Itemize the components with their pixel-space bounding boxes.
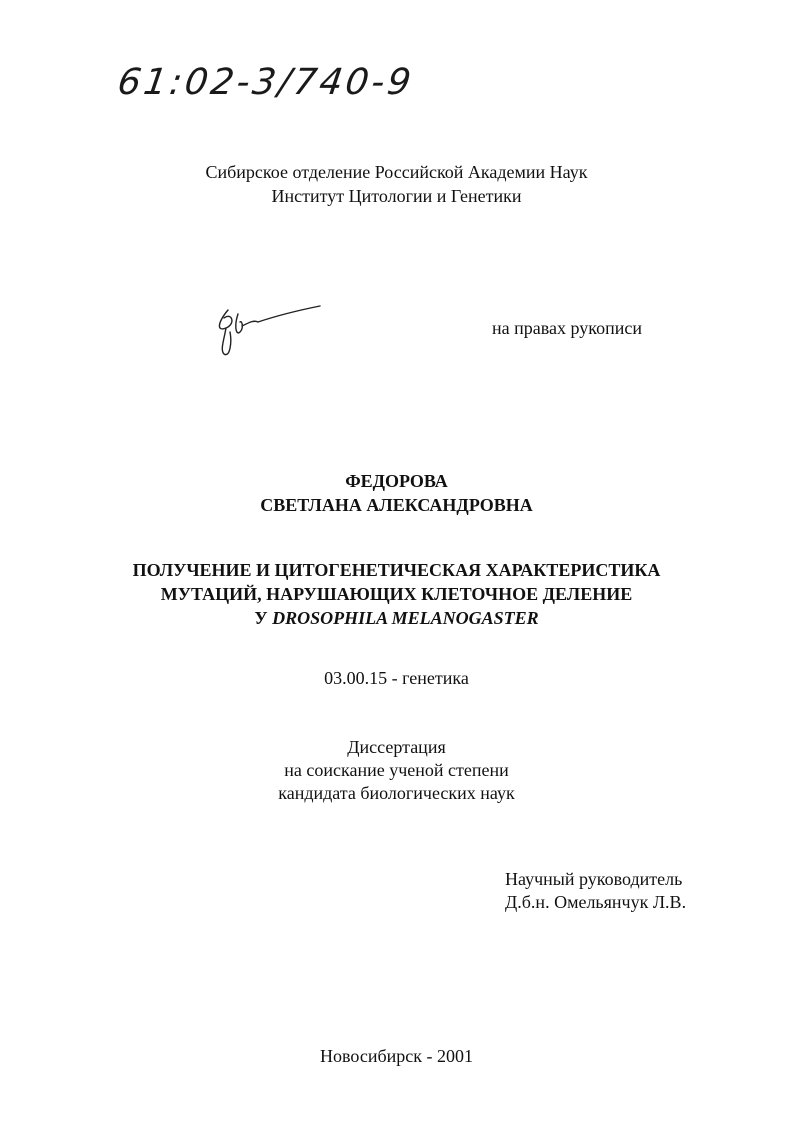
supervisor-name: Д.б.н. Омельянчук Л.В. bbox=[505, 892, 687, 912]
organization-line-2: Институт Цитологии и Генетики bbox=[271, 186, 522, 206]
organization-block bbox=[0, 160, 793, 208]
city-year: Новосибирск - 2001 bbox=[320, 1046, 473, 1066]
supervisor-label: Научный руководитель bbox=[505, 869, 683, 889]
organization-line-1: Сибирское отделение Российской Академии Наук bbox=[205, 162, 588, 182]
title-line-2: МУТАЦИЙ, НАРУШАЮЩИХ КЛЕТОЧНОЕ ДЕЛЕНИЕ bbox=[160, 584, 633, 604]
author-surname: ФЕДОРОВА bbox=[345, 471, 448, 491]
archive-code-handwritten: 61:02-3/740-9 bbox=[115, 62, 417, 103]
degree-line-3: кандидата биологических наук bbox=[278, 783, 515, 803]
dissertation-title bbox=[0, 558, 793, 630]
degree-line-2: на соискание ученой степени bbox=[284, 760, 509, 780]
title-line-3 bbox=[0, 606, 793, 630]
title-species: DROSOPHILA MELANOGASTER bbox=[272, 608, 539, 628]
degree-line-1: Диссертация bbox=[347, 737, 446, 757]
degree-block bbox=[0, 736, 793, 805]
specialty-code: 03.00.15 - генетика bbox=[324, 668, 469, 688]
author-given-names: СВЕТЛАНА АЛЕКСАНДРОВНА bbox=[260, 495, 533, 515]
title-prefix: У bbox=[254, 608, 268, 628]
title-line-1: ПОЛУЧЕНИЕ И ЦИТОГЕНЕТИЧЕСКАЯ ХАРАКТЕРИСТИКА bbox=[132, 560, 661, 580]
handwritten-signature-icon bbox=[210, 292, 330, 362]
manuscript-rights-note: на правах рукописи bbox=[492, 318, 642, 338]
author-block bbox=[0, 469, 793, 517]
supervisor-block bbox=[505, 868, 686, 914]
